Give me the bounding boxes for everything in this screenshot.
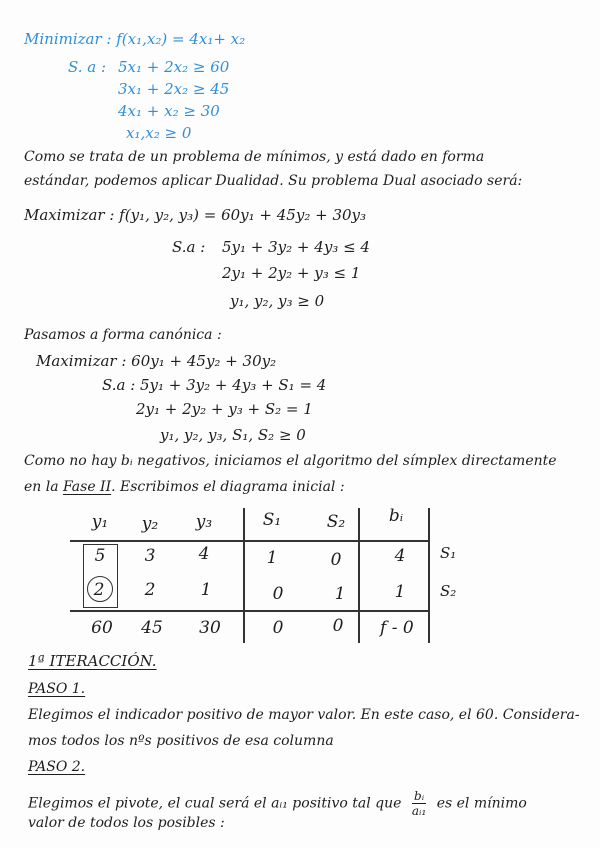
intro-line-2: estándar, podemos aplicar Dualidad. Su problema Dual asociado será:	[24, 173, 523, 189]
cell-r1-bi: 4	[394, 546, 406, 566]
dual-constraint-1: 5y₁ + 3y₂ + 4y₃ ≤ 4	[222, 238, 370, 256]
primal-constraint-4: x₁,x₂ ≥ 0	[126, 124, 192, 142]
dual-objective: Maximizar : f(y₁, y₂, y₃) = 60y₁ + 45y₂ + 30y₃	[24, 206, 367, 224]
cell-r1-s2: 0	[330, 550, 342, 570]
cell-r2-y2: 2	[144, 580, 156, 600]
canonical-constraint-1: 5y₁ + 3y₂ + 4y₃ + S₁ = 4	[140, 376, 327, 394]
indicator-y1: 60	[91, 618, 113, 638]
step1-line-1: Elegimos el indicador positivo de mayor valor. En este caso, el 60. Considera-	[28, 707, 580, 723]
step2-line-2: valor de todos los posibles :	[28, 815, 225, 831]
cell-r1-s1: 1	[266, 548, 278, 568]
indicator-y3: 30	[199, 618, 221, 638]
tableau-divider-vertical-2	[358, 508, 360, 643]
tableau-divider-top	[70, 540, 428, 542]
simplex-intro-pre: en la	[24, 479, 59, 495]
indicator-objective: f - 0	[380, 618, 414, 638]
canonical-heading: Pasamos a forma canónica :	[24, 327, 222, 343]
simplex-intro-line-2	[24, 480, 345, 494]
header-s2: S₂	[326, 512, 346, 532]
primal-constraint-2: 3x₁ + 2x₂ ≥ 45	[118, 80, 230, 98]
primal-st-label: S. a :	[68, 58, 107, 76]
cell-r2-y1: 2	[93, 580, 105, 600]
simplex-intro-post: . Escribimos el diagrama inicial :	[111, 479, 345, 495]
step2-line-1-pre: Elegimos el pivote, el cual será el aᵢ₁ positivo tal que	[28, 795, 402, 812]
canonical-st-label: S.a :	[102, 376, 136, 394]
intro-line-1: Como se trata de un problema de mínimos, y está dado en forma	[24, 149, 485, 165]
header-s1: S₁	[262, 510, 282, 530]
phase-label: Fase II	[63, 479, 112, 495]
cell-r2-bi: 1	[394, 582, 406, 602]
dual-st-label: S.a :	[172, 238, 206, 256]
primal-objective: Minimizar : f(x₁,x₂) = 4x₁+ x₂	[24, 30, 246, 48]
cell-r2-y3: 1	[200, 580, 212, 600]
header-y3: y₃	[195, 512, 213, 532]
cell-r1-y2: 3	[144, 546, 156, 566]
header-y1: y₁	[91, 512, 109, 532]
primal-constraint-3: 4x₁ + x₂ ≥ 30	[118, 102, 220, 120]
primal-constraint-1: 5x₁ + 2x₂ ≥ 60	[118, 58, 230, 76]
step1-line-2: mos todos los nºs positivos de esa columna	[28, 733, 334, 749]
step1-title: PASO 1.	[28, 681, 86, 697]
cell-r1-y1: 5	[94, 546, 106, 566]
ratio-fraction	[412, 790, 426, 817]
tableau-divider-vertical-3	[428, 508, 430, 643]
basis-s1: S₁	[440, 544, 457, 562]
tableau-divider-bottom	[70, 610, 428, 612]
indicator-y2: 45	[141, 618, 163, 638]
cell-r2-s2: 1	[334, 584, 346, 604]
basis-s2: S₂	[440, 582, 457, 600]
fraction-denominator: aᵢ₁	[411, 804, 427, 818]
header-y2: y₂	[141, 514, 159, 534]
step2-line-1-post: es el mínimo	[436, 795, 527, 812]
cell-r1-y3: 4	[198, 544, 210, 564]
dual-constraint-3: y₁, y₂, y₃ ≥ 0	[230, 292, 325, 310]
simplex-intro-line-1: Como no hay bᵢ negativos, iniciamos el algoritmo del símplex directamente	[24, 453, 557, 469]
canonical-constraint-3: y₁, y₂, y₃, S₁, S₂ ≥ 0	[160, 426, 306, 444]
header-bi: bᵢ	[388, 506, 404, 526]
indicator-s2: 0	[332, 616, 344, 636]
tableau-divider-vertical-1	[243, 508, 245, 643]
canonical-objective: Maximizar : 60y₁ + 45y₂ + 30y₂	[36, 352, 277, 370]
cell-r2-s1: 0	[272, 584, 284, 604]
indicator-s1: 0	[272, 618, 284, 638]
fraction-numerator: bᵢ	[412, 790, 426, 804]
iteration-title: 1ª ITERACCIÓN.	[28, 652, 157, 670]
dual-constraint-2: 2y₁ + 2y₂ + y₃ ≤ 1	[222, 264, 361, 282]
step2-title: PASO 2.	[28, 759, 86, 775]
step2-line-1	[28, 790, 527, 817]
canonical-constraint-2: 2y₁ + 2y₂ + y₃ + S₂ = 1	[136, 400, 313, 418]
